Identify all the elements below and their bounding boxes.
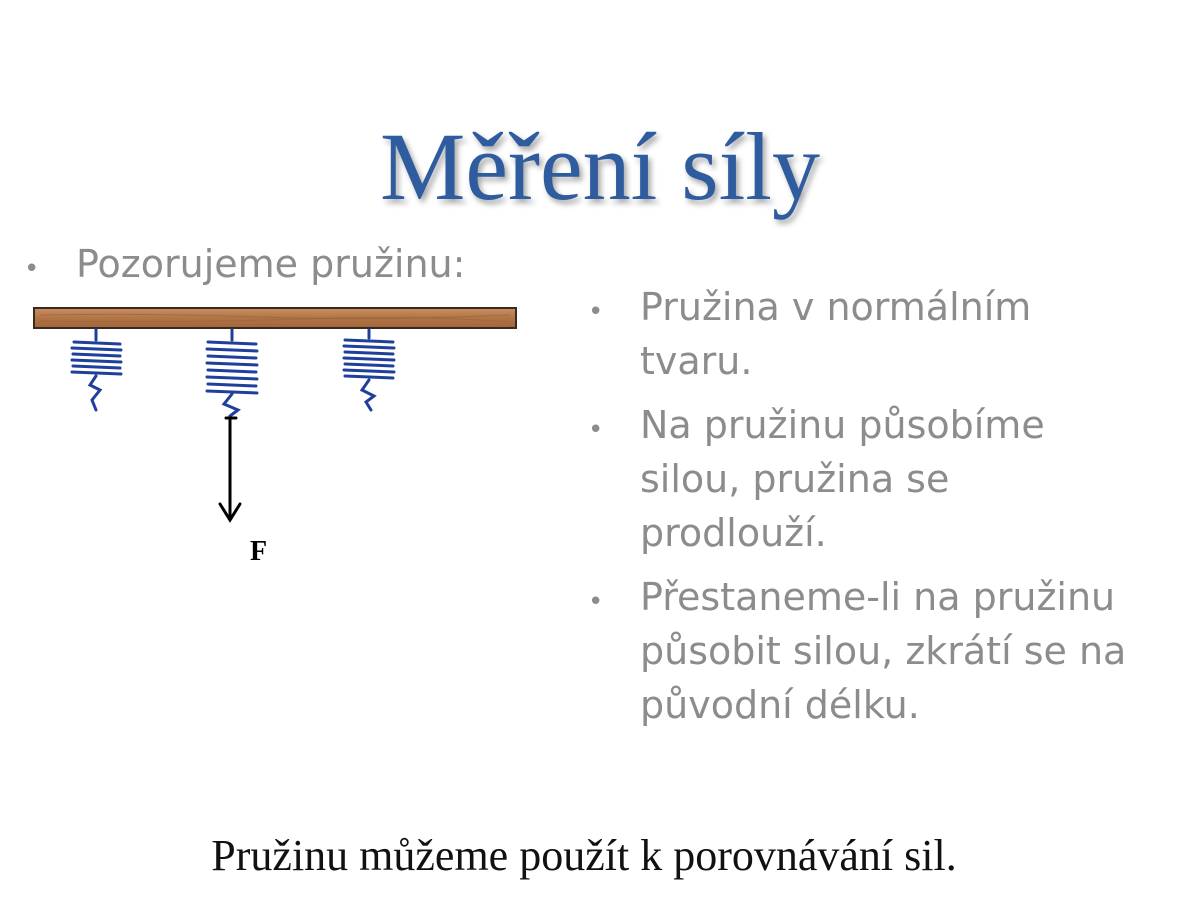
right-bullet-item <box>588 280 1148 388</box>
force-label: F <box>250 536 268 567</box>
right-bullet-text: Pružina v normálním tvaru. <box>640 285 1032 383</box>
force-arrow <box>220 418 240 520</box>
spring-stretched-middle <box>207 330 257 416</box>
left-bullet <box>24 238 465 295</box>
right-bullet-item <box>588 570 1148 732</box>
right-bullet-text: Přestaneme-li na pružinu působit silou, zkrátí se na původní délku. <box>640 575 1127 727</box>
bullet-dot: • <box>588 297 604 327</box>
footer-conclusion: Pružinu můžeme použít k porovnávání sil. <box>211 831 957 880</box>
spring-normal-right <box>344 330 394 410</box>
slide-title: Měření síly <box>380 113 820 220</box>
right-bullet-text: Na pružinu působíme silou, pružina se prodlouží. <box>640 403 1045 555</box>
spring-diagram <box>0 290 560 580</box>
right-bullet-item <box>588 398 1148 560</box>
left-bullet-text: Pozorujeme pružinu: <box>76 242 466 286</box>
right-bullet-list <box>588 280 1148 742</box>
bullet-dot: • <box>24 254 40 284</box>
spring-normal-left <box>72 330 121 410</box>
bullet-dot: • <box>588 587 604 617</box>
bullet-dot: • <box>588 415 604 445</box>
